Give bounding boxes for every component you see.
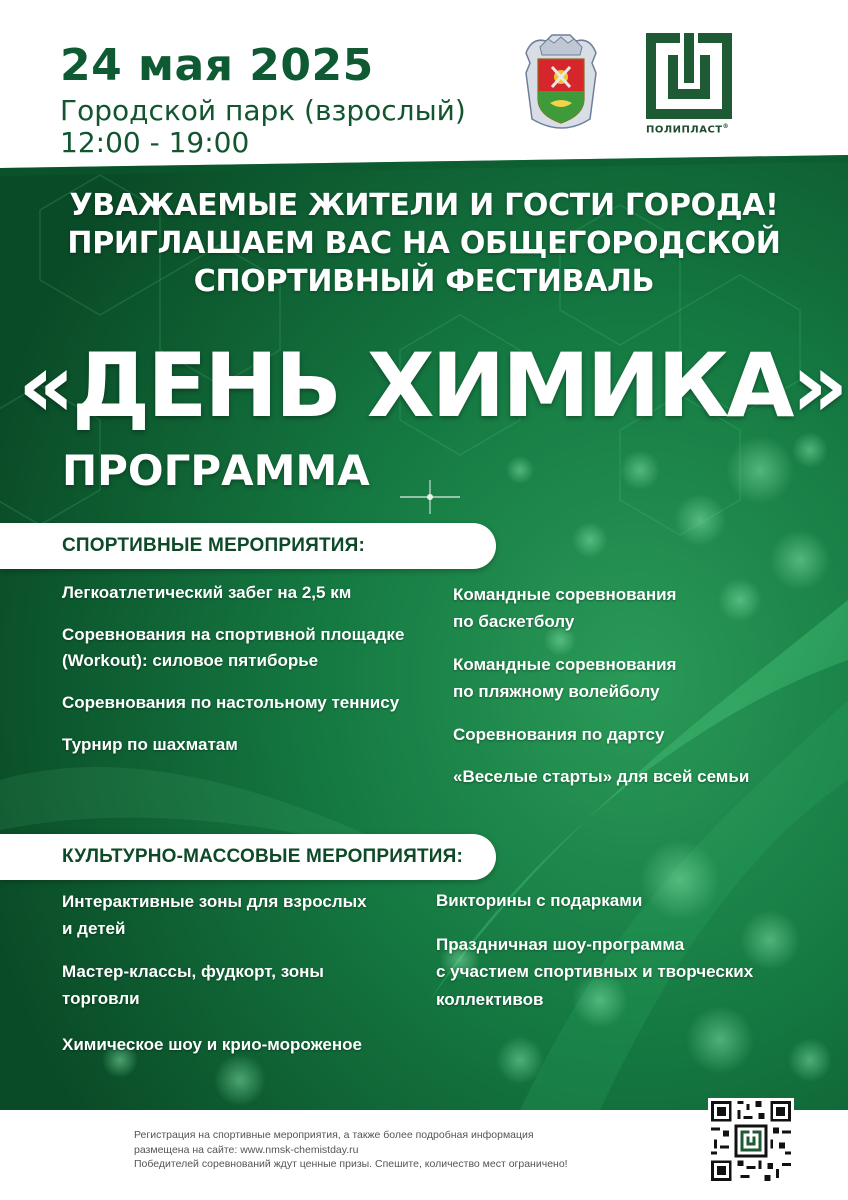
list-item: (Workout): силовое пятиборье [62,651,319,670]
invitation-line: УВАЖАЕМЫЕ ЖИТЕЛИ И ГОСТИ ГОРОДА! [69,188,779,223]
event-place: Городской парк (взрослый) [60,94,466,127]
invitation-line: СПОРТИВНЫЙ ФЕСТИВАЛЬ [193,264,655,299]
list-item: Командные соревнования [453,585,677,604]
invitation-text [40,187,808,301]
festival-title: «ДЕНЬ ХИМИКА» [18,334,846,437]
list-item: Праздничная шоу-программа [436,935,685,954]
list-item: Легкоатлетический забег на 2,5 км [62,583,352,602]
culture-section-title: КУЛЬТУРНО-МАССОВЫЕ МЕРОПРИЯТИЯ: [62,846,464,867]
list-item: и детей [62,919,126,938]
list-item: Химическое шоу и крио-мороженое [62,1035,362,1054]
event-date: 24 мая 2025 [60,40,374,91]
event-time: 12:00 - 19:00 [60,126,250,159]
list-item: Интерактивные зоны для взрослых [62,892,367,911]
footer-line: размещена на сайте: www.nmsk-chemistday.ru [134,1143,359,1156]
list-item: по баскетболу [453,612,575,631]
polyplast-logo-icon [646,33,732,119]
list-item: по пляжному волейболу [453,682,660,701]
list-item: Соревнования по настольному теннису [62,693,400,712]
footer-info [134,1128,678,1172]
list-item: Мастер-классы, фудкорт, зоны [62,962,324,981]
footer-line: Регистрация на спортивные мероприятия, а также более подробная информация [134,1129,534,1141]
list-item: коллективов [436,990,544,1009]
list-item: Викторины с подарками [436,891,643,910]
city-coat-of-arms-icon [522,33,600,137]
list-item: Турнир по шахматам [62,735,238,754]
list-item: Соревнования по дартсу [453,725,665,744]
qr-code-icon[interactable] [708,1098,794,1184]
sports-section-title: СПОРТИВНЫЕ МЕРОПРИЯТИЯ: [62,535,366,556]
list-item: с участием спортивных и творческих [436,962,754,981]
list-item: Командные соревнования [453,655,677,674]
invitation-line: ПРИГЛАШАЕМ ВАС НА ОБЩЕГОРОДСКОЙ [67,226,781,261]
list-item: «Веселые старты» для всей семьи [453,767,750,786]
list-item: Соревнования на спортивной площадке [62,625,405,644]
footer-line: Победителей соревнований ждут ценные призы. Спешите, количество мест ограничено! [134,1158,568,1170]
program-heading: ПРОГРАММА [62,446,370,495]
list-item: торговли [62,989,140,1008]
polyplast-logo-text: ПОЛИПЛАСТ® [646,123,730,136]
